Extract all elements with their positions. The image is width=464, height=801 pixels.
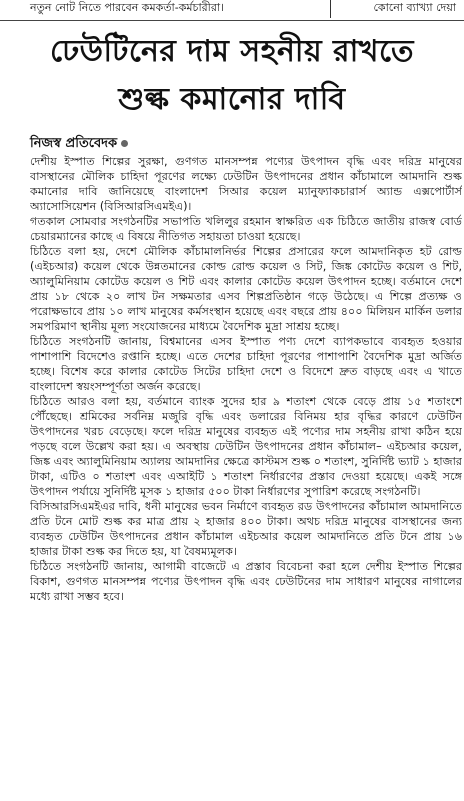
headline-line-1: ঢেউটিনের দাম সহনীয় রাখতে xyxy=(49,34,415,69)
previous-article-strip xyxy=(0,0,464,21)
adjacent-article-text: কোনো ব্যাখ্যা দেয়া xyxy=(373,1,456,14)
previous-article-text: নতুন নোট নিতে পারবেন কমকর্তা-কর্মচারীরা। xyxy=(30,1,224,14)
article-paragraph: বিসিআরসিএমইএর দাবি, ধনী মানুষের ভবন নির্মাণে ব্যবহৃত রড উৎপাদনের কাঁচামাল আমদানিতে প্রতি টনে মোট শুল্ক কর মাত্র প্রায় ২ হাজার ৪০০ টাকা। অথচ দরিদ্র মানুষের বাসস্থানের জন্য ব্যবহৃত ঢেউটিন উৎপাদনের প্রধান কাঁচামাল এইচআর কয়েল আমদানিতে প্রতি টনে প্রায় ১৬ হাজার টাকা শুল্ক কর দিতে হয়, যা বৈষম্যমূলক। xyxy=(30,500,462,558)
headline xyxy=(0,28,464,124)
column-divider xyxy=(330,0,331,18)
article-paragraph: চিঠিতে আরও বলা হয়, বর্তমানে ব্যাংক সুদের হার ৯ শতাংশ থেকে বেড়ে প্রায় ১৫ শতাংশে পৌঁছেছে। শ্রমিকের সর্বনিম্ন মজুরি বৃদ্ধি এবং ডলারের বিনিময় হার বৃদ্ধির কারণে ঢেউটিন উৎপাদনের খরচ বেড়েছে। ফলে দরিদ্র মানুষের ব্যবহৃত এই পণ্যের দাম সহনীয় রাখা কঠিন হয়ে পড়ছে বলে উল্লেখ করা হয়। এ অবস্থায় ঢেউটিন উৎপাদনের প্রধান কাঁচামাল– এইচআর কয়েল, জিঙ্ক এবং অ্যালুমিনিয়াম অ্যালয় আমদানির ক্ষেত্রে কাস্টমস শুল্ক ০ শতাংশ, সুনির্দিষ্ট ভ্যাট ১ হাজার টাকা, এটিও ০ শতাংশ এবং এআইটি ১ শতাংশ নির্ধারণের প্রস্তাব দেওয়া হয়েছে। একই সঙ্গে উৎপাদন পর্যায়ে সুনির্দিষ্ট মূসক ১ হাজার ৫০০ টাকা নির্ধারণের সুপারিশ করেছে সংগঠনটি। xyxy=(30,395,462,498)
headline-line-2: শুল্ক কমানোর দাবি xyxy=(118,82,346,117)
article-paragraph: দেশীয় ইস্পাত শিল্পের সুরক্ষা, গুণগত মানসম্পন্ন পণ্যের উৎপাদন বৃদ্ধি এবং দরিদ্র মানুষের বাসস্থানের মৌলিক চাহিদা পূরণের লক্ষ্যে ঢেউটিন উৎপাদনের প্রধান কাঁচামালে আমদানি শুল্ক কমানোর দাবি জানিয়েছে বাংলাদেশ সিআর কয়েল ম্যানুফ্যাকচারার্স অ্যান্ড এক্সপোর্টার্স অ্যাসোসিয়েশন (বিসিআরসিএমইএ)। xyxy=(30,155,462,213)
bullet-dot-icon xyxy=(121,140,128,147)
byline-text: নিজস্ব প্রতিবেদক xyxy=(30,136,118,151)
article-paragraph: চিঠিতে সংগঠনটি জানায়, বিশ্বমানের এসব ইস্পাত পণ্য দেশে ব্যাপকভাবে ব্যবহৃত হওয়ার পাশাপাশি বিদেশেও রপ্তানি হচ্ছে। এতে দেশের চাহিদা পূরণের পাশাপাশি বৈদেশিক মুদ্রা অর্জিত হচ্ছে। বিশেষ করে কালার কোটেড সিটের চাহিদা দেশে ও বিদেশে দ্রুত বাড়ছে এবং এ খাতে বাংলাদেশ স্বয়ংসম্পূর্ণতা অর্জন করেছে। xyxy=(30,335,462,393)
byline xyxy=(30,136,128,152)
article-paragraph: চিঠিতে সংগঠনটি জানায়, আগামী বাজেটে এ প্রস্তাব বিবেচনা করা হলে দেশীয় ইস্পাত শিল্পের বিকাশ, গুণগত মানসম্পন্ন পণ্যের উৎপাদন বৃদ্ধি এবং ঢেউটিনের দাম সাধারণ মানুষের নাগালের মধ্যে রাখা সম্ভব হবে। xyxy=(30,560,462,603)
article-paragraph: গতকাল সোমবার সংগঠনটির সভাপতি খলিলুর রহমান স্বাক্ষরিত এক চিঠিতে জাতীয় রাজস্ব বোর্ড চেয়ারম্যানের কাছে এ বিষয়ে নীতিগত সহায়তা চাওয়া হয়েছে। xyxy=(30,215,462,243)
article-body xyxy=(30,154,462,800)
article-paragraph: চিঠিতে বলা হয়, দেশে মৌলিক কাঁচামালনির্ভর শিল্পের প্রসারের ফলে আমদানিকৃত হট রোল্ড (এইচআর) কয়েল থেকে উন্নতমানের কোল্ড রোল্ড কয়েল ও সিট, জিঙ্ক কোটেড কয়েল ও শিট, অ্যালুমিনিয়াম কোটেড কয়েল ও শিট এবং কালার কোটেড কয়েল উৎপাদন হচ্ছে। বর্তমানে দেশে প্রায় ১৮ থেকে ২০ লাখ টন সক্ষমতার এসব শিল্পপ্রতিষ্ঠান গড়ে উঠেছে। এ শিল্পে প্রত্যক্ষ ও পরোক্ষভাবে প্রায় ১০ লাখ মানুষের কর্মসংস্থান হয়েছে এবং বছরে প্রায় ৪০০ মিলিয়ন মার্কিন ডলার সমপরিমাণ স্থানীয় মূল্য সংযোজনের মাধ্যমে বৈদেশিক মুদ্রা সাশ্রয় হচ্ছে। xyxy=(30,245,462,333)
